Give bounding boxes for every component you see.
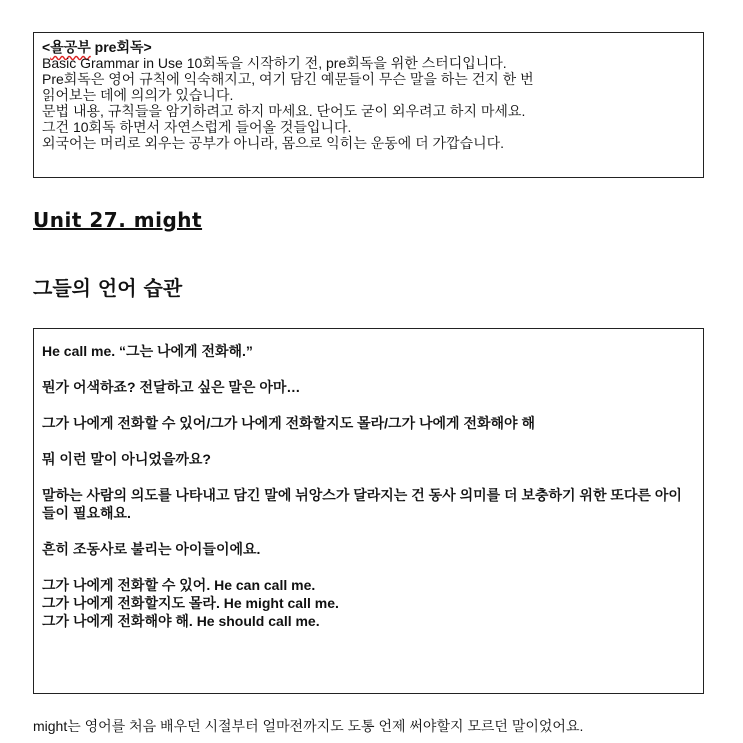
- explanation-paragraph: 말하는 사람의 의도를 나타내고 담긴 말에 뉘앙스가 달라지는 건 동사 의미를 더 보충하기 위한 또다른 아이들이 필요해요.: [42, 487, 682, 521]
- explanation-paragraph: 흔히 조동사로 불리는 아이들이에요.: [42, 541, 261, 557]
- unit-title: Unit 27. might: [33, 208, 203, 232]
- explanation-box: [33, 328, 704, 694]
- intro-line: 외국어는 머리로 외우는 공부가 아니라, 몸으로 익히는 운동에 더 가깝습니다.: [42, 135, 505, 151]
- intro-line: 그건 10회독 하면서 자연스럽게 들어올 것들입니다.: [42, 119, 352, 135]
- intro-title-suffix: pre회독>: [90, 39, 152, 55]
- intro-line: 읽어보는 데에 의의가 있습니다.: [42, 87, 234, 103]
- explanation-paragraph: 그가 나에게 전화할 수 있어/그가 나에게 전화할지도 몰라/그가 나에게 전화해야 해: [42, 415, 535, 431]
- explanation-paragraph: He call me. “그는 나에게 전화해.”: [42, 343, 253, 359]
- body-paragraph: might는 영어를 처음 배우던 시절부터 얼마전까지도 도통 언제 써야할지 모르던 말이었어요.: [33, 718, 584, 734]
- section-title: 그들의 언어 습관: [33, 276, 183, 300]
- intro-line: Pre회독은 영어 규칙에 익숙해지고, 여기 담긴 예문들이 무슨 말을 하는 건지 한 번: [42, 71, 534, 87]
- example-sentence: 그가 나에게 전화할 수 있어. He can call me.: [42, 577, 316, 593]
- spellcheck-marked-word: 욜공부: [50, 39, 91, 55]
- explanation-paragraph: 뭐 이런 말이 아니었을까요?: [42, 451, 211, 467]
- intro-box: [33, 32, 704, 178]
- intro-line: Basic Grammar in Use 10회독을 시작하기 전, pre회독을 위한 스터디입니다.: [42, 55, 507, 71]
- example-sentence: 그가 나에게 전화할지도 몰라. He might call me.: [42, 595, 339, 611]
- intro-line: 문법 내용, 규칙들을 암기하려고 하지 마세요. 단어도 굳이 외우려고 하지 마세요.: [42, 103, 526, 119]
- example-sentence: 그가 나에게 전화해야 해. He should call me.: [42, 613, 320, 629]
- explanation-paragraph: 뭔가 어색하죠? 전달하고 싶은 말은 아마…: [42, 379, 301, 395]
- intro-title-prefix: <: [42, 39, 51, 55]
- intro-title: [42, 39, 695, 55]
